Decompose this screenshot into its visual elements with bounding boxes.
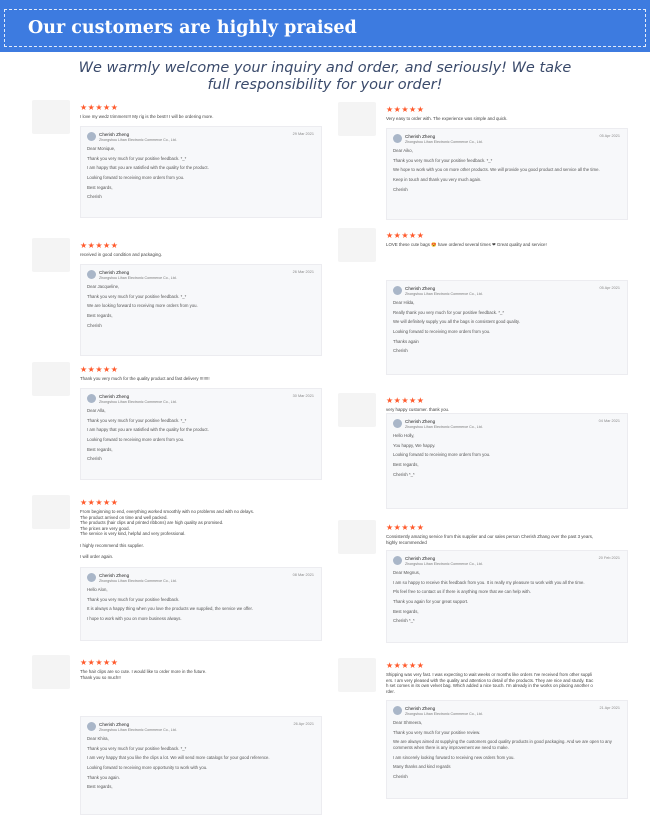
review-text	[80, 114, 320, 120]
seller-reply-card	[386, 128, 628, 220]
tagline	[0, 60, 650, 94]
reply-line: Looking forward to receiving more orders from you.	[87, 175, 185, 181]
reply-line: Cherish *_*	[393, 471, 415, 477]
reply-line: I am sincerely looking forward to receiving new orders from you.	[393, 754, 515, 760]
reply-body	[393, 720, 621, 784]
reply-line: I hope to work with you on more business always.	[87, 616, 182, 622]
rating-stars: ★★★★★	[80, 103, 119, 112]
review-photo-thumbnail	[338, 102, 376, 136]
seller-company: Zhongshou Lihan Electronic Commerce Co., Ltd.	[99, 727, 177, 732]
reply-line: Hello Alon,	[87, 587, 108, 592]
reply-line: Thank you again.	[87, 774, 120, 780]
review-photo-thumbnail	[338, 520, 376, 554]
tagline-line-2: full responsibility for your order!	[207, 77, 443, 93]
seller-reply-card	[80, 567, 322, 641]
seller-name: Cherish Zheng	[99, 573, 130, 578]
review-card	[32, 495, 322, 641]
reply-line: Best regards,	[87, 184, 113, 190]
review-photo-thumbnail	[32, 655, 70, 689]
review-text-line: The hair clips are so cute. I would like to order more in the future.	[80, 669, 207, 674]
review-text	[386, 407, 626, 413]
review-text-line: From beginning to end, everything worked smoothly with no problems and with no delays.	[80, 509, 255, 514]
reply-line: Thank you again for your great support.	[393, 599, 469, 605]
reply-line: Thank you very much for your positive feedback. *_*	[393, 157, 493, 163]
reply-line: Cherish	[393, 773, 408, 779]
review-text-line: The service is very kind, helpful and very professional.	[80, 531, 186, 537]
reply-body	[87, 408, 315, 466]
reply-line: We are looking forward to receiving more orders from you.	[87, 303, 198, 309]
review-card	[32, 655, 322, 815]
seller-company: Zhongshou Lihan Electronic Commerce Co., Ltd.	[405, 561, 483, 566]
review-card	[338, 393, 628, 509]
reply-body	[87, 587, 315, 626]
tagline-line-1: We warmly welcome your inquiry and order, and seriously! We take	[78, 60, 572, 76]
reply-line: Pls feel free to contact us if there is anything more that we can help with.	[393, 589, 531, 595]
reply-line: Dear Aiko,	[393, 148, 413, 153]
review-text	[80, 252, 320, 258]
reply-line: Hello Holly,	[393, 433, 415, 438]
avatar	[87, 394, 96, 403]
review-photo-thumbnail	[338, 228, 376, 262]
review-photo-thumbnail	[32, 100, 70, 134]
reply-line: We hope to work with you on more other products. We will provide you good product and service all the time.	[393, 167, 600, 173]
review-text-line: Thank you so much!!	[80, 674, 121, 680]
seller-company: Zhongshou Lihan Electronic Commerce Co., Ltd.	[405, 424, 483, 429]
avatar	[393, 419, 402, 428]
review-text-line: received in good condition and packaging.	[80, 252, 163, 257]
avatar	[87, 132, 96, 141]
review-text-line: h set comes in its own velvet bag. Which added a nice touch. I'm already in the works on placing another o	[386, 683, 593, 689]
avatar	[393, 706, 402, 715]
reply-line: Looking forward to receiving more opportunity to work with you.	[87, 765, 208, 771]
rating-stars: ★★★★★	[80, 498, 119, 507]
reply-line: Thank you very much for your positive feedback. *_*	[87, 745, 187, 751]
review-card	[32, 100, 322, 218]
seller-name: Cherish Zheng	[405, 134, 436, 139]
review-text-line: I will order again.	[80, 553, 114, 559]
seller-reply-card	[386, 550, 628, 643]
reply-date: 04 Mar 2021	[598, 419, 620, 423]
reply-line: Cherish	[87, 194, 102, 200]
review-text-line: Thank you very much for the quality product and fast delivery !!!!!!!!	[80, 376, 210, 381]
reply-body	[87, 284, 315, 332]
review-photo-thumbnail	[338, 658, 376, 692]
reply-body	[393, 433, 621, 481]
reply-date: 21 Apr 2021	[599, 706, 620, 710]
review-text-line: The prices are very good.	[80, 525, 130, 531]
reply-date: 30 Mar 2021	[292, 394, 314, 398]
review-card	[338, 228, 628, 375]
review-photo-thumbnail	[32, 362, 70, 396]
review-text-line: The product arrived on time and well packed.	[80, 514, 168, 520]
reply-line: Cherish	[393, 186, 408, 192]
banner-title: Our customers are highly praised	[28, 18, 357, 38]
review-text-line: very happy customer. thank you.	[386, 407, 450, 412]
review-card	[338, 102, 628, 220]
seller-company: Zhongshou Lihan Electronic Commerce Co., Ltd.	[405, 291, 483, 296]
reply-line: Cherish	[393, 348, 408, 354]
review-card	[338, 520, 628, 643]
review-text-line: highly recommended	[386, 539, 427, 545]
reply-line: Best regards,	[87, 446, 113, 452]
review-photo-thumbnail	[32, 495, 70, 529]
seller-company: Zhongshou Lihan Electronic Commerce Co., Ltd.	[99, 399, 177, 404]
reply-line: We are always aimed at supplying the customers good quality products in good packaging. And we are open to any comments when there is any improvement we need to make.	[393, 739, 612, 750]
seller-name: Cherish Zheng	[405, 286, 436, 291]
reply-body	[87, 736, 315, 794]
review-text-line: I highly recommend this supplier.	[80, 542, 144, 548]
reply-line: Looking forward to receiving more orders from you.	[393, 452, 491, 458]
reply-line: Best regards,	[87, 784, 113, 790]
rating-stars: ★★★★★	[80, 658, 119, 667]
reply-body	[393, 300, 621, 358]
reply-line: Dear Shmeera,	[393, 720, 423, 725]
review-photo-thumbnail	[338, 393, 376, 427]
review-text-line: LOVE these cute bags 😍 have ordered several times ❤ Great quality and service!	[386, 242, 547, 247]
reply-line: Thank you very much for your positive feedback. *_*	[87, 417, 187, 423]
reply-line: Really thank you very much for your positive feedback. *_*	[393, 309, 505, 315]
review-text-line: Very easy to order with. The experience was simple and quick.	[386, 116, 508, 121]
seller-company: Zhongshou Lihan Electronic Commerce Co., Ltd.	[405, 711, 483, 716]
rating-stars: ★★★★★	[386, 661, 425, 670]
rating-stars: ★★★★★	[386, 396, 425, 405]
seller-name: Cherish Zheng	[405, 556, 436, 561]
reply-body	[393, 148, 621, 196]
reply-line: Best regards,	[393, 462, 419, 468]
reply-line: Dear Megnus,	[393, 570, 420, 575]
reply-line: Cherish	[87, 322, 102, 328]
reply-line: Dear Monique,	[87, 146, 116, 151]
review-text	[80, 669, 320, 680]
seller-name: Cherish Zheng	[99, 132, 130, 137]
review-card	[32, 238, 322, 356]
avatar	[87, 573, 96, 582]
reply-line: Best regards,	[393, 608, 419, 614]
seller-company: Zhongshou Lihan Electronic Commerce Co., Ltd.	[99, 578, 177, 583]
review-text	[386, 534, 626, 545]
reply-line: Looking forward to receiving more orders from you.	[87, 437, 185, 443]
seller-name: Cherish Zheng	[99, 722, 130, 727]
seller-reply-card	[80, 126, 322, 218]
reply-line: Thank you very much for your positive feedback. *_*	[87, 155, 187, 161]
review-text	[386, 242, 626, 248]
reply-line: Thanks again	[393, 338, 419, 344]
reply-line: Dear Alla,	[87, 408, 106, 413]
reply-line: Best regards,	[87, 313, 113, 319]
reply-date: 26 Apr 2021	[293, 722, 314, 726]
review-text	[80, 376, 320, 382]
reply-date: 08 Mar 2021	[292, 573, 314, 577]
seller-reply-card	[80, 388, 322, 480]
reply-line: Cherish *_*	[393, 618, 415, 624]
seller-reply-card	[386, 280, 628, 375]
review-text-line: Consistently amazing service from this supplier and our sales person Cherish Zhang over the past 3 years,	[386, 534, 594, 539]
review-text	[80, 509, 320, 559]
reply-line: Cherish	[87, 456, 102, 462]
review-text	[386, 672, 626, 694]
avatar	[87, 722, 96, 731]
seller-reply-card	[386, 413, 628, 509]
review-text-line: rder.	[386, 688, 395, 694]
reply-line: Keep in touch and thank you very much again.	[393, 177, 482, 183]
reply-line: I am happy that you are satisfied with the quality for the product.	[87, 427, 209, 433]
review-text-line: The products (hair clips and printed ribbons) are high quality as promised.	[80, 520, 224, 526]
avatar	[393, 134, 402, 143]
seller-company: Zhongshou Lihan Electronic Commerce Co., Ltd.	[99, 137, 177, 142]
seller-company: Zhongshou Lihan Electronic Commerce Co., Ltd.	[99, 275, 177, 280]
reply-date: 29 Mar 2021	[292, 132, 314, 136]
reply-body	[393, 570, 621, 628]
seller-reply-card	[80, 716, 322, 815]
reply-line: Thank you very much for your positive review.	[393, 729, 481, 735]
reply-line: Looking forward to receiving more orders from you.	[393, 329, 491, 335]
seller-name: Cherish Zheng	[405, 706, 436, 711]
reply-line: We will definitely supply you all the bags in consistent good quality.	[393, 319, 520, 325]
reply-date: 20 Feb 2021	[598, 556, 620, 560]
review-photo-thumbnail	[32, 238, 70, 272]
reply-line: Dear Khira,	[87, 736, 109, 741]
reply-line: Dear Hilda,	[393, 300, 415, 305]
review-text-line: I love my wedz trimmers!!! My rig is the best!! I will be ordering more.	[80, 114, 214, 119]
seller-company: Zhongshou Lihan Electronic Commerce Co., Ltd.	[405, 139, 483, 144]
rating-stars: ★★★★★	[80, 365, 119, 374]
rating-stars: ★★★★★	[386, 105, 425, 114]
reply-date: 26 Mar 2021	[292, 270, 314, 274]
seller-name: Cherish Zheng	[99, 270, 130, 275]
reply-date: 05 Apr 2021	[599, 134, 620, 138]
seller-reply-card	[80, 264, 322, 356]
seller-reply-card	[386, 700, 628, 799]
avatar	[393, 556, 402, 565]
reply-body	[87, 146, 315, 204]
reply-line: Thank you very much for your positive feedback. *_*	[87, 293, 187, 299]
reply-line: I am happy that you are satisfied with the quality for the product.	[87, 165, 209, 171]
review-text-line: Shipping was very fast. I was expecting to wait weeks or months like orders I've received from other suppli	[386, 672, 593, 677]
avatar	[393, 286, 402, 295]
reply-date: 05 Apr 2021	[599, 286, 620, 290]
rating-stars: ★★★★★	[80, 241, 119, 250]
reply-line: I am very happy that you like the clips a lot. We will send more catalogs for your good reference.	[87, 755, 270, 761]
reply-line: Dear Jacqueline,	[87, 284, 120, 289]
reply-line: Thank you very much for your positive feedback.	[87, 596, 180, 602]
seller-name: Cherish Zheng	[99, 394, 130, 399]
reply-line: Many thanks and kind regards	[393, 764, 451, 770]
reply-line: It is always a happy thing when you love the products we supplied, the service we offer.	[87, 606, 253, 612]
reply-line: I am so happy to receive this feedback from you. It is really my pleasure to work with you all the time.	[393, 579, 585, 585]
reply-line: You happy, We happy.	[393, 442, 436, 448]
review-card	[338, 658, 628, 799]
avatar	[87, 270, 96, 279]
review-text-line: ers. I am very pleased with the quality and attention to detail of the products. They are nice and sturdy. Eac	[386, 677, 594, 683]
seller-name: Cherish Zheng	[405, 419, 436, 424]
review-text	[386, 116, 626, 122]
rating-stars: ★★★★★	[386, 231, 425, 240]
review-card	[32, 362, 322, 480]
rating-stars: ★★★★★	[386, 523, 425, 532]
header-banner	[0, 0, 650, 52]
